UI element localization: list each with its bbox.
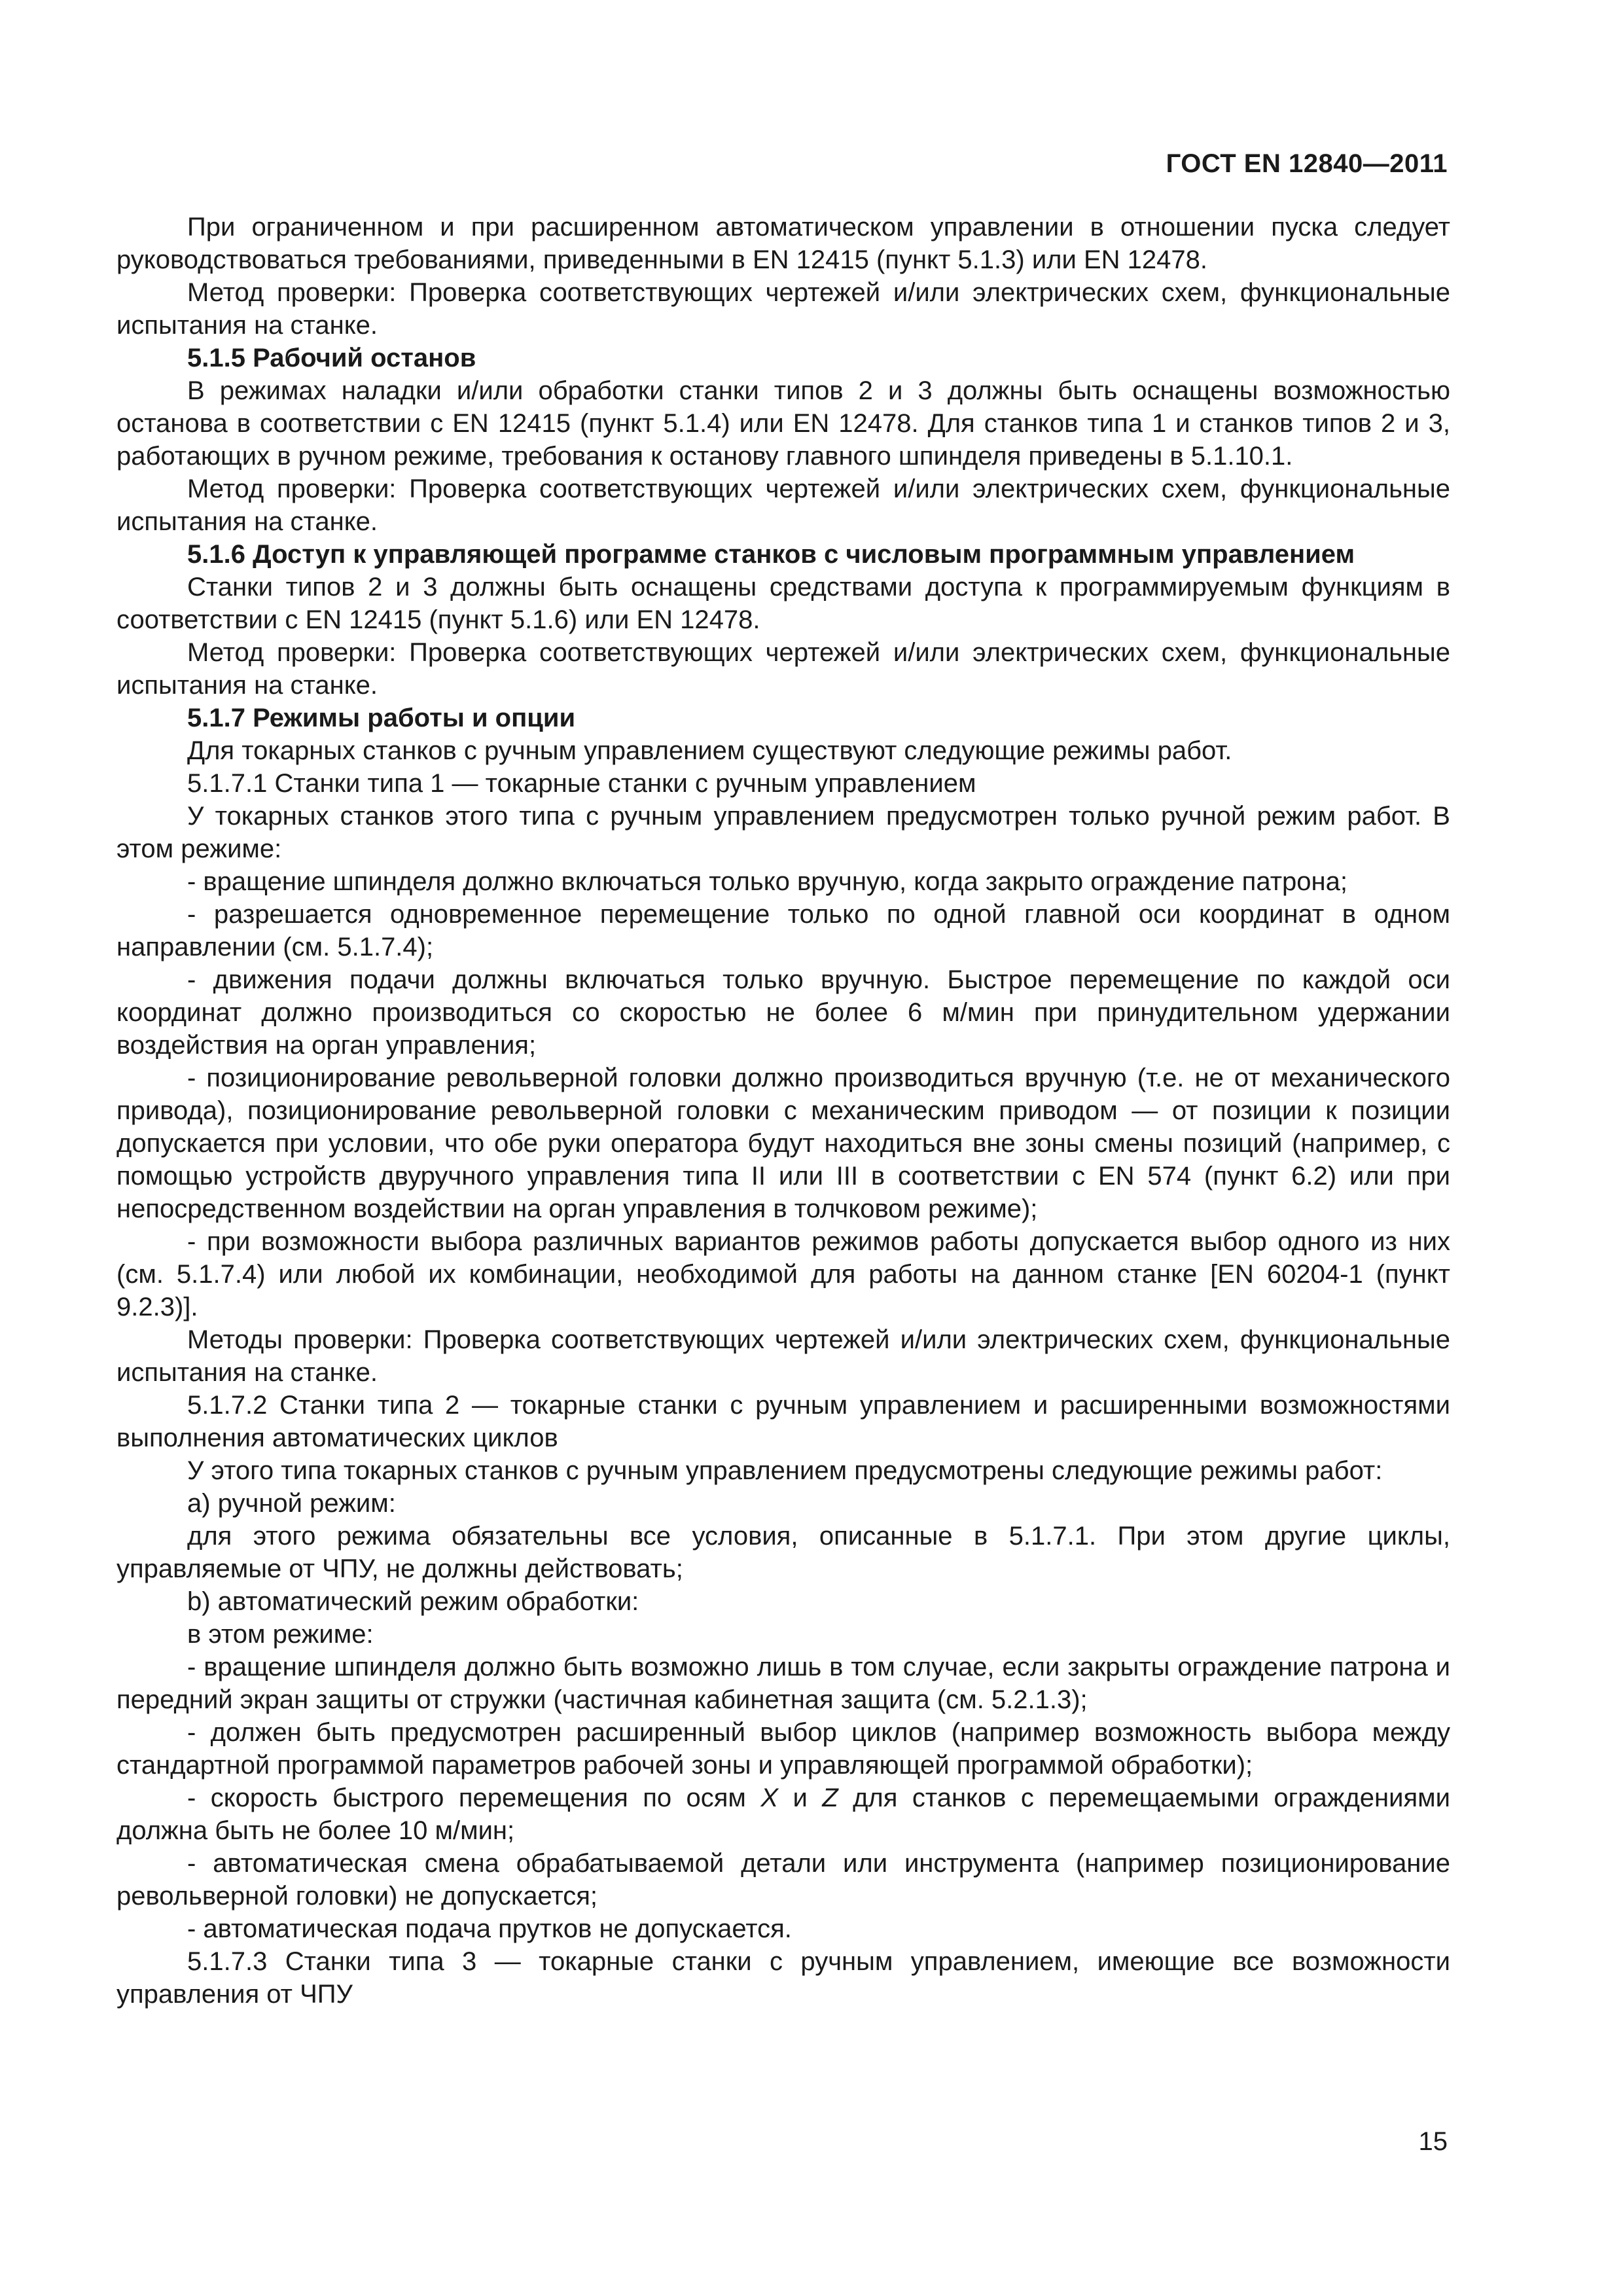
list-item: - вращение шпинделя должно включаться только вручную, когда закрыто ограждение патрона; <box>187 867 1347 896</box>
document-header: ГОСТ EN 12840—2011 <box>1166 149 1448 178</box>
subsection-heading: 5.1.7.3 Станки типа 3 — токарные станки с ручным управлением, имеющие все возможности управления от ЧПУ <box>116 1947 1450 2009</box>
list-item: a) ручной режим: <box>187 1489 396 1518</box>
list-item: - автоматическая смена обрабатываемой детали или инструмента (например позиционирование револьверной головки) не допускается; <box>116 1849 1450 1910</box>
paragraph: При ограниченном и при расширенном автоматическом управлении в отношении пуска следует руководствоваться требованиями, приведенными в EN 12415 (пункт 5.1.3) или EN 12478. <box>116 213 1450 274</box>
section-heading: 5.1.5 Рабочий останов <box>187 344 476 372</box>
axis-z-label: Z <box>822 1784 838 1812</box>
list-item: - разрешается одновременное перемещение только по одной главной оси координат в одном направлении (см. 5.1.7.4); <box>116 900 1450 961</box>
section-heading: 5.1.7 Режимы работы и опции <box>187 704 576 732</box>
paragraph: в этом режиме: <box>187 1620 374 1649</box>
paragraph: В режимах наладки и/или обработки станки типов 2 и 3 должны быть оснащены возможностью останова в соответствии с EN 12415 (пункт 5.1.4) или EN 12478. Для станков типа 1 и станков типов 2 и 3, работающих в ручном режиме, требования к останову главного шпинделя приведены в 5.1.10.1. <box>116 376 1450 471</box>
list-item <box>116 1782 1450 1847</box>
list-item: - движения подачи должны включаться только вручную. Быстрое перемещение по каждой оси координат должно производиться со скоростью не более 6 м/мин при принудительном удержании воздействия на орган управления; <box>116 965 1450 1060</box>
paragraph: Станки типов 2 и 3 должны быть оснащены средствами доступа к программируемым функциям в соответствии с EN 12415 (пункт 5.1.6) или EN 12478. <box>116 573 1450 634</box>
paragraph: Метод проверки: Проверка соответствующих чертежей и/или электрических схем, функциональные испытания на станке. <box>116 475 1450 536</box>
list-item: - автоматическая подача прутков не допускается. <box>187 1914 792 1943</box>
speed-text-after: для станков с перемещаемыми ограждениями должна быть не более 10 м/мин; <box>116 1784 1450 1845</box>
speed-text-mid: и <box>778 1784 823 1812</box>
paragraph: Методы проверки: Проверка соответствующих чертежей и/или электрических схем, функциональные испытания на станке. <box>116 1325 1450 1387</box>
paragraph: Метод проверки: Проверка соответствующих чертежей и/или электрических схем, функциональные испытания на станке. <box>116 638 1450 700</box>
axis-x-label: X <box>760 1784 779 1812</box>
list-item: b) автоматический режим обработки: <box>187 1587 639 1616</box>
list-item: - при возможности выбора различных вариантов режимов работы допускается выбор одного из них (см. 5.1.7.4) или любой их комбинации, необходимой для работы на данном станке [EN 60204-1 (пункт 9.2.3)]. <box>116 1227 1450 1321</box>
paragraph: для этого режима обязательны все условия, описанные в 5.1.7.1. При этом другие циклы, управляемые от ЧПУ, не должны действовать; <box>116 1522 1450 1583</box>
paragraph: У этого типа токарных станков с ручным управлением предусмотрены следующие режимы работ: <box>187 1456 1383 1485</box>
section-heading: 5.1.6 Доступ к управляющей программе станков с числовым программным управлением <box>187 540 1355 569</box>
page-number: 15 <box>1418 2127 1448 2156</box>
paragraph: Метод проверки: Проверка соответствующих чертежей и/или электрических схем, функциональные испытания на станке. <box>116 278 1450 340</box>
list-item: - должен быть предусмотрен расширенный выбор циклов (например возможность выбора между стандартной программой параметров рабочей зоны и управляющей программой обработки); <box>116 1718 1450 1780</box>
paragraph: Для токарных станков с ручным управлением существуют следующие режимы работ. <box>187 736 1232 765</box>
speed-text-before: - скорость быстрого перемещения по осям <box>187 1784 761 1812</box>
subsection-heading: 5.1.7.1 Станки типа 1 — токарные станки с ручным управлением <box>187 769 976 798</box>
list-item: - вращение шпинделя должно быть возможно лишь в том случае, если закрыты ограждение патрона и передний экран защиты от стружки (частичная кабинетная защита (см. 5.2.1.3); <box>116 1653 1450 1714</box>
list-item: - позиционирование револьверной головки должно производиться вручную (т.е. не от механического привода), позиционирование револьверной головки с механическим приводом — от позиции к позиции допускается при условии, что обе руки оператора будут находиться вне зоны смены позиций (например, с помощью устройств двуручного управления типа II или III в соответствии с EN 574 (пункт 6.2) или при непосредственном воздействии на орган управления в толчковом режиме); <box>116 1064 1450 1223</box>
paragraph: У токарных станков этого типа с ручным управлением предусмотрен только ручной режим работ. В этом режиме: <box>116 802 1450 863</box>
document-body <box>116 211 1450 2011</box>
subsection-heading: 5.1.7.2 Станки типа 2 — токарные станки с ручным управлением и расширенными возможностями выполнения автоматических циклов <box>116 1391 1450 1452</box>
